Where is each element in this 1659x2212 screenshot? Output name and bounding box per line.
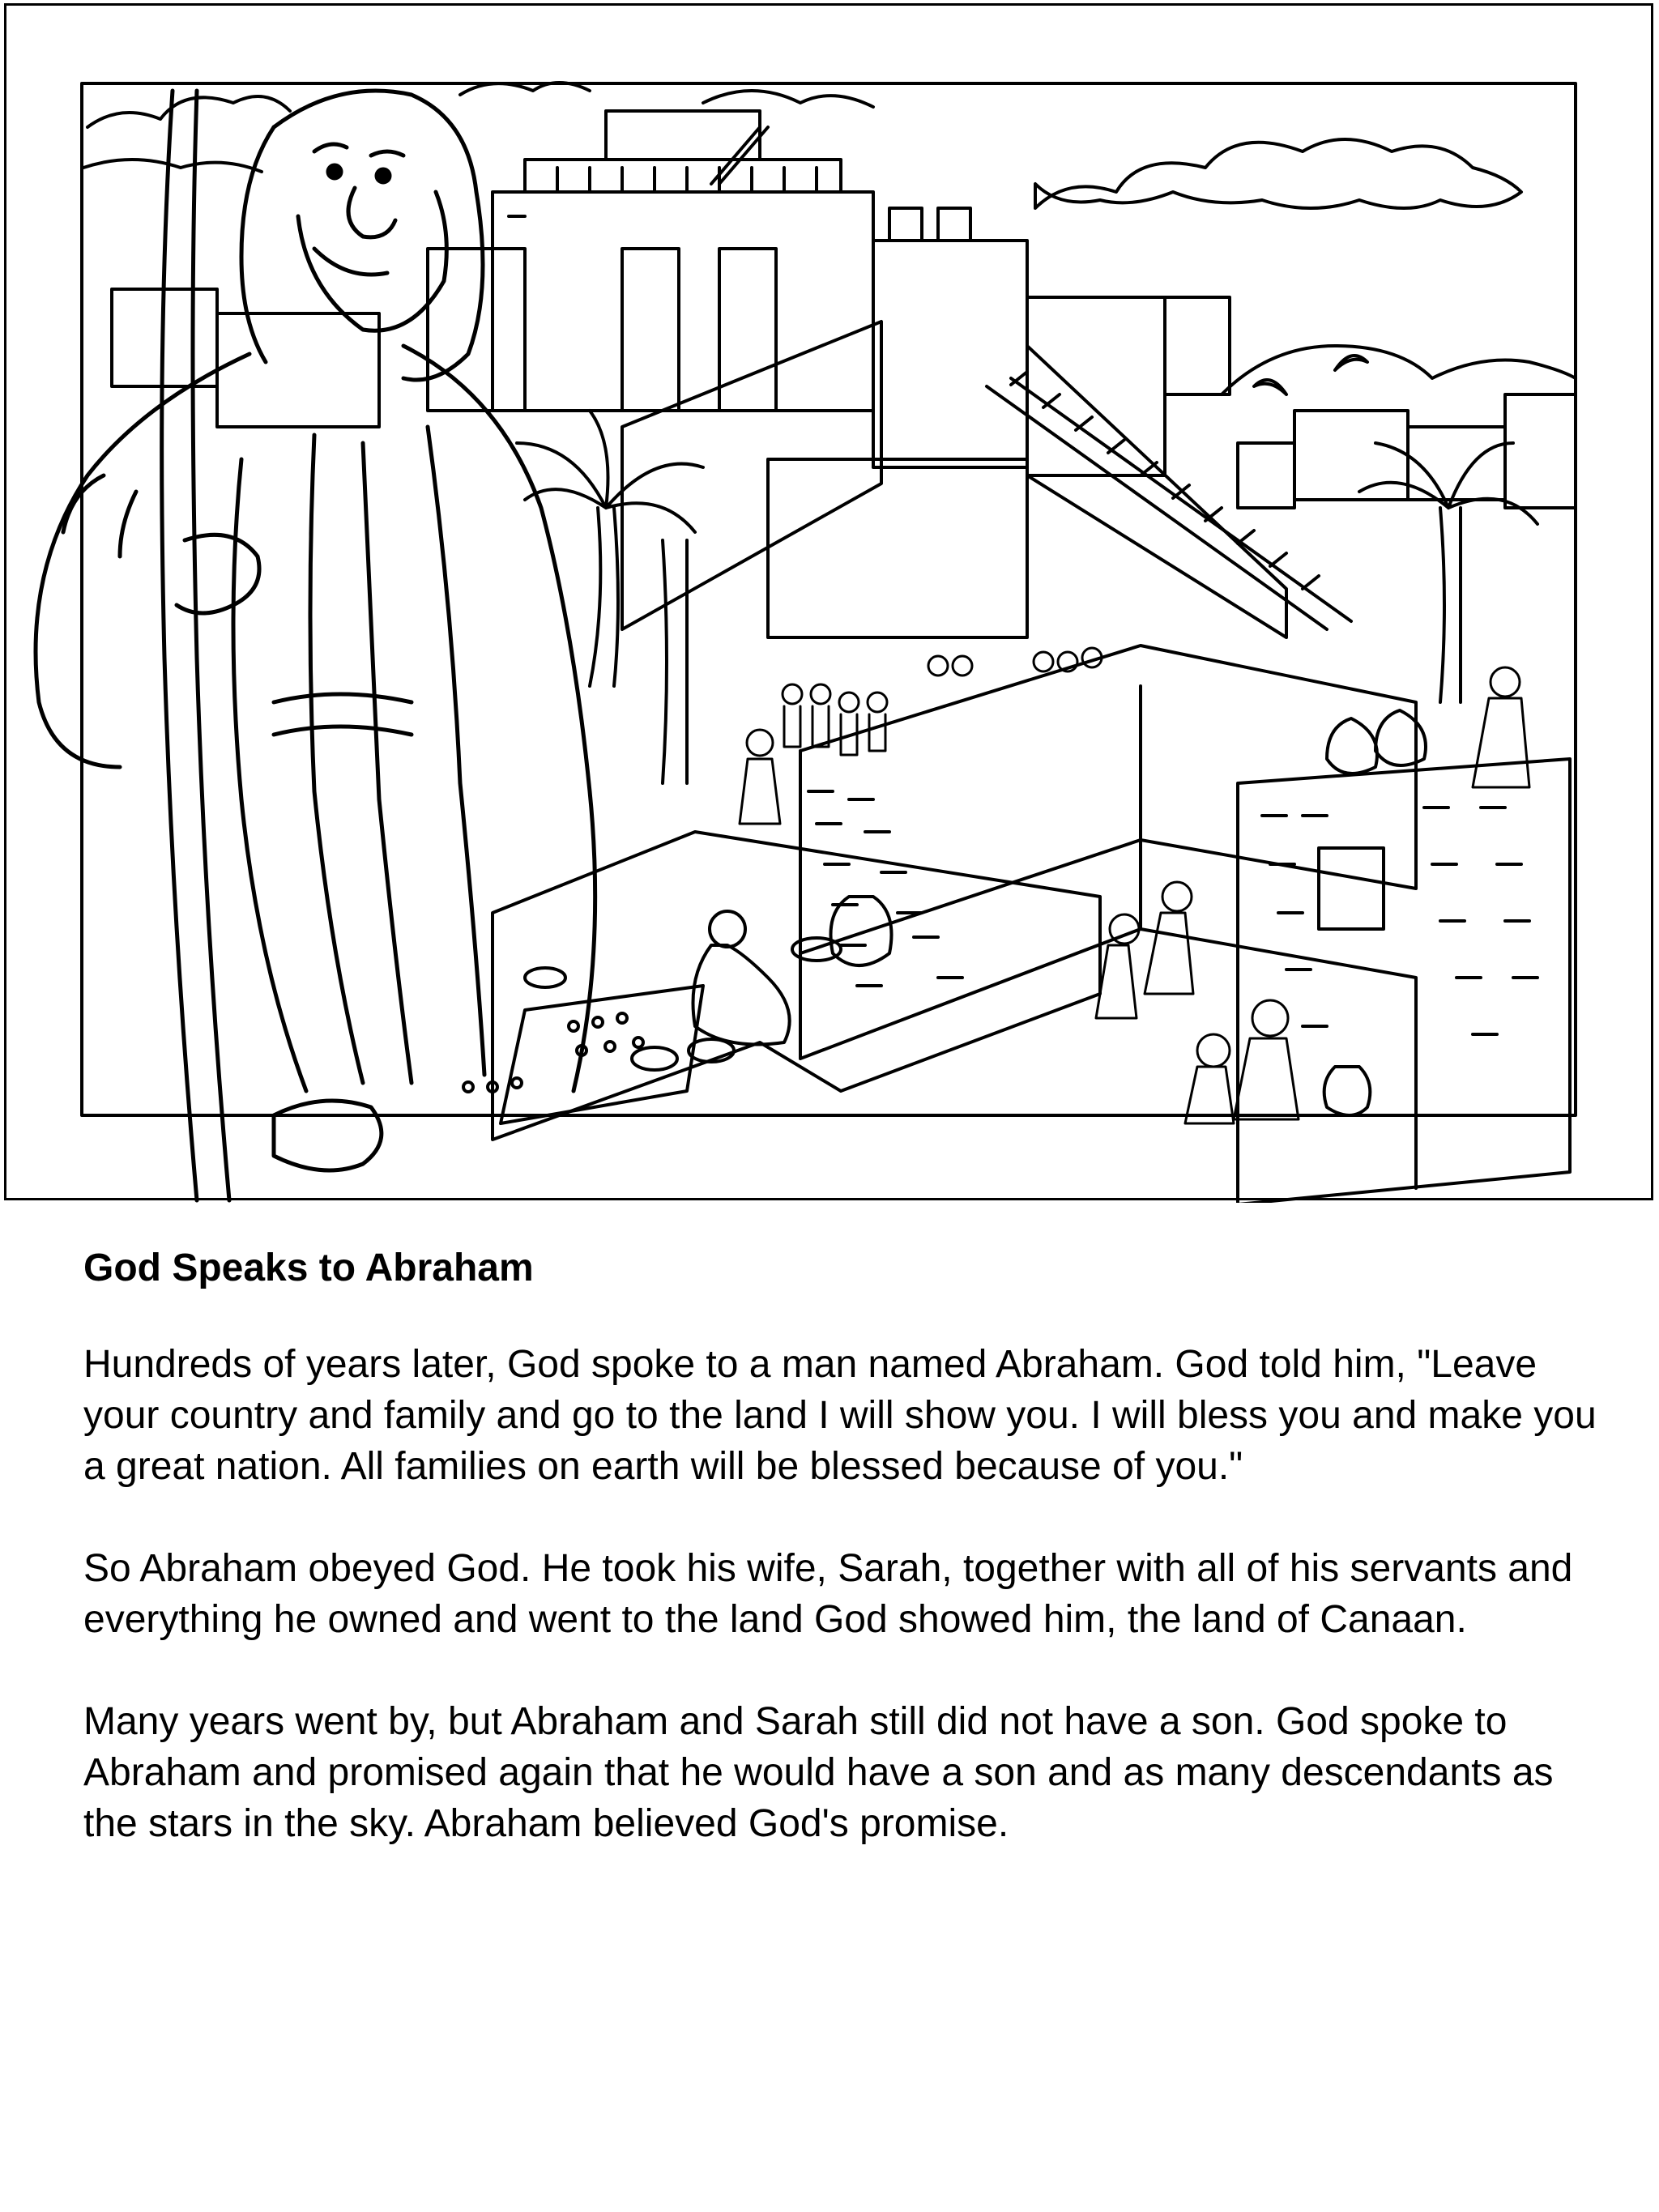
ramp-and-walls [622,322,1351,637]
cloud-right [1035,139,1521,208]
abraham-city-illustration [6,6,1656,1203]
cloud-mid [460,83,873,107]
brick-walls [493,646,1570,1203]
cloud-left [83,96,290,172]
story-paragraph-1: Hundreds of years later, God spoke to a man named Abraham. God told him, "Leave your country and family and go to the land I will show you. I will bless you and make you a great nation. All families on earth will be blessed because of you." [83,1343,1597,1488]
illustration-frame [4,3,1653,1200]
abraham-figure [36,91,595,1200]
story-paragraph-2: So Abraham obeyed God. He took his wife, Sarah, together with all of his servants and everything he owned and went to the land God showed him, the land of Canaan. [83,1547,1573,1641]
story-text [83,1243,1606,1900]
staff [162,91,229,1200]
story-paragraph-3: Many years went by, but Abraham and Sarah still did not have a son. God spoke to Abraham and promised again that he would have a son and as many descendants as the stars in the sky. Abraham believed God's promise. [83,1700,1554,1845]
story-title: God Speaks to Abraham [83,1247,534,1289]
